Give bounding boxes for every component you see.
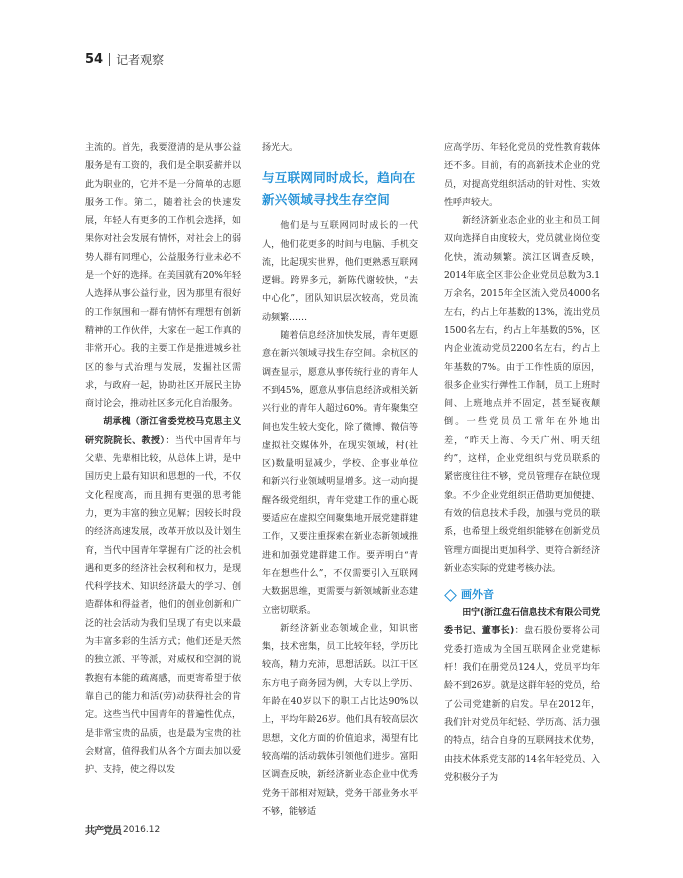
article-column-3 bbox=[444, 139, 600, 787]
speaker-name: 胡承槐（浙江省委党校马克思主义研究院院长、教授） bbox=[85, 417, 241, 446]
article-column-2 bbox=[262, 139, 418, 821]
header-divider bbox=[109, 53, 110, 66]
paragraph: 随着信息经济加快发展，青年更愿意在新兴领域寻找生存空间。余杭区的调查显示，愿意从事传统行业的青年人不到45%，愿意从事信息经济或相关新兴行业的青年人超过60%。青年聚集空间也发生较大变化，除了微博、微信等虚拟社交媒体外，在现实领域，村(社区)数量明显减少，学校、企事业单位和新兴行业领域明显增多。这一动向提醒各级党组织，青年党建工作的重心既要适应在虚拟空间聚集地开展党建群建工作，又要注重探索在新业态新领域推进和加强党建群建工作。要弄明白“青年在想些什么”，不仅需要引入互联网大数据思维，更需要与新领域新业态建立密切联系。 bbox=[262, 331, 418, 616]
page-header bbox=[85, 49, 164, 69]
paragraph: 新经济新业态领域企业，知识密集，技术密集，员工比较年轻，学历比较高，精力充沛，思想活跃。以江干区东方电子商务园为例，大专以上学历、年龄在40岁以下的职工占比达90%以上，平均年龄26岁。他们具有较高层次思想，文化方面的价值追求，渴望有比较高端的活动载体引领他们进步。富阳区调查反映，新经济新业态企业中优秀党务干部相对短缺，党务干部业务水平不够，能够适 bbox=[262, 623, 418, 817]
page-footer bbox=[85, 822, 160, 837]
paragraph: 主流的。首先，我要澄清的是从事公益服务是有工资的，我们是全职妥薪并以此为职业的，它并不是一分简单的志愿服务工作。第二，随着社会的快速发展，年轻人有更多的工作机会选择，如果你对社会发展有情怀，对社会上的弱势人群有同理心，公益服务行业未必不是一个好的选择。在美国就有20%年轻人选择从事公益行业，因为那里有很好的工作氛围和一群有情怀有理想有创新精神的工作伙伴，大家在一起工作真的非常开心。我的主要工作是推进城乡社区的参与式治理与发展，发掘社区需求，与政府一起，协助社区开展民主协商讨论会，推动社区多元化自治服务。 bbox=[85, 143, 241, 410]
article-column-1 bbox=[85, 139, 241, 779]
speaker-quote: ：当代中国青年与父辈、先辈相比较，从总体上讲，是中国历史上最有知识和思想的一代，不仅文化程度高，而且拥有更强的思考能力，更为丰富的独立见解；因较长时段的经济高速发展，改革开放以及计划生育，当代中国青年掌握有广泛的社会机遇和更多的经济社会权利和权力，是现代科学技术、知识经济最大的学习、创造群体和得益者，他们的创业创新和广泛的社会活动为我们呈现了有史以来最为丰富多彩的生活方式；他们还是天然的独立派、平等派，对威权和空洞的说教抱有本能的疏离感，而更寄希望于依靠自己的能力和活(劳)动获得社会的肯定。这些当代中国青年的普遍性优点，是非常宝贵的品质，也是最为宝贵的社会财富，值得我们从各个方面去加以爱护、支持，使之得以发 bbox=[85, 435, 242, 776]
paragraph-interview bbox=[85, 413, 241, 779]
diamond-icon bbox=[444, 589, 457, 602]
paragraph: 扬光大。 bbox=[262, 143, 298, 153]
speaker-quote: ：盘石股份要将公司党委打造成为全国互联网企业党建标杆！我们在册党员124人，党员平均年龄不到26岁。就是这群年轻的党员，给了公司党建新的启发。早在2012年，我们针对党员年纪轻、学历高、活力强的特点，结合自身的互联网技术优势，由技术体系党支部的14名年轻党员、入党积极分子为 bbox=[444, 626, 600, 783]
speaker-name: 田宁(浙江盘石信息技术有限公司党委书记、董事长) bbox=[444, 608, 600, 637]
paragraph: 新经济新业态企业的业主和员工间双向选择自由度较大，党员就业岗位变化快，流动频繁。滨江区调查反映，2014年底全区非公企业党员总数为3.1万余名，2015年全区流入党员4000名左右，约占上年基数的13%，流出党员1500名左右，约占上年基数的5%，区内企业流动党员2200名左右，约占上年基数的7%。由于工作性质的原因，很多企业实行弹性工作制，员工上班时间、上班地点并不固定，甚至疑夜颠倒。一些党员员工常年在外地出差，“昨天上海、今天广州、明天纽约”，这样，企业党组织与党员联系的紧密度往往不够，党员管理存在缺位现象。不少企业党组织正借助更加便捷、有效的信息技术手段，加强与党员的联系，也希望上级党组织能够在创新党员管理方面提出更加科学、更符合新经济新业态实际的党建考核办法。 bbox=[444, 216, 600, 574]
subheading: 与互联网同时成长，趋向在新兴领域寻找生存空间 bbox=[262, 170, 416, 208]
magazine-logo: 共产党员 bbox=[85, 826, 121, 837]
paragraph-interview bbox=[444, 604, 600, 787]
sidebar-title: 画外音 bbox=[461, 588, 494, 602]
paragraph: 应高学历、年轻化党员的党性教育载体还不多。目前，有的高新技术企业的党员，对提高党组织活动的针对性、实效性呼声较大。 bbox=[444, 143, 600, 208]
page-number: 54 bbox=[85, 51, 104, 67]
paragraph: 他们是与互联网同时成长的一代人，他们花更多的时间与电脑、手机交流，比起现实世界，他们更熟悉互联网逻辑。跨界多元，新陈代谢较快，“去中心化”，团队知识层次较高，党员流动频繁…… bbox=[262, 221, 418, 323]
issue-date: 2016.12 bbox=[123, 824, 161, 835]
section-title: 记者观察 bbox=[116, 52, 165, 67]
sidebar-heading bbox=[444, 586, 600, 604]
